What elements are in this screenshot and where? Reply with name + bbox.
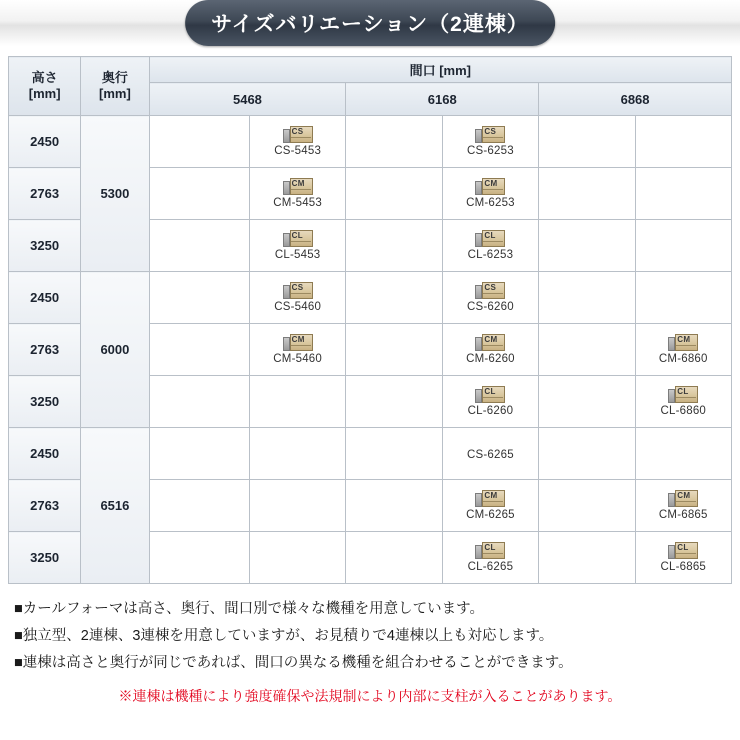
cell-empty bbox=[635, 116, 731, 168]
cell-empty bbox=[539, 324, 635, 376]
table-header-row-1 bbox=[9, 57, 732, 83]
building-icon-code: CM bbox=[677, 335, 691, 344]
cell-height: 2450 bbox=[9, 116, 81, 168]
cell-empty bbox=[539, 376, 635, 428]
building-icon bbox=[668, 386, 698, 403]
cell-model bbox=[635, 324, 731, 376]
cell-empty bbox=[149, 324, 249, 376]
size-table-wrap bbox=[0, 46, 740, 584]
cell-height: 2763 bbox=[9, 168, 81, 220]
cell-model bbox=[249, 116, 345, 168]
cell-empty bbox=[539, 532, 635, 584]
cell-empty bbox=[635, 168, 731, 220]
building-icon-code: CS bbox=[291, 127, 304, 136]
cell-model bbox=[442, 532, 538, 584]
building-icon bbox=[475, 334, 505, 351]
model-label: CL-6253 bbox=[467, 249, 514, 261]
page-banner bbox=[0, 0, 740, 46]
building-icon-code: CS bbox=[291, 283, 304, 292]
building-icon-code: CM bbox=[291, 179, 305, 188]
cell-empty bbox=[249, 480, 345, 532]
cell-model bbox=[442, 428, 538, 480]
header-span-5468: 5468 bbox=[149, 83, 346, 116]
cell-height: 2450 bbox=[9, 428, 81, 480]
model-label: CM-6865 bbox=[658, 509, 708, 521]
building-icon-code: CL bbox=[677, 387, 689, 396]
header-height-line1: 高さ bbox=[31, 69, 58, 85]
cell-depth: 6000 bbox=[81, 272, 149, 428]
warning-text: ※連棟は機種により強度確保や法規制により内部に支柱が入ることがあります。 bbox=[118, 688, 622, 705]
cell-empty bbox=[149, 220, 249, 272]
model-label: CL-5453 bbox=[274, 249, 321, 261]
size-variation-table bbox=[8, 56, 732, 584]
cell-empty bbox=[249, 428, 345, 480]
building-icon-code: CS bbox=[484, 127, 497, 136]
cell-model bbox=[249, 324, 345, 376]
building-icon bbox=[475, 490, 505, 507]
cell-model bbox=[635, 376, 731, 428]
building-icon bbox=[283, 334, 313, 351]
cell-empty bbox=[149, 532, 249, 584]
header-depth-line1: 奥行 bbox=[101, 69, 128, 85]
model-label: CM-5453 bbox=[273, 197, 322, 209]
page-title: サイズバリエーション（2連棟） bbox=[211, 13, 529, 36]
building-icon-code: CL bbox=[484, 543, 496, 552]
cell-empty bbox=[539, 480, 635, 532]
model-label: CS-5453 bbox=[274, 145, 322, 157]
model-label: CM-6260 bbox=[466, 353, 515, 365]
building-icon-code: CM bbox=[291, 335, 305, 344]
cell-model bbox=[442, 116, 538, 168]
cell-empty bbox=[346, 220, 442, 272]
model-label: CM-5460 bbox=[273, 353, 322, 365]
building-icon-code: CL bbox=[291, 231, 303, 240]
header-span-group: 間口 [mm] bbox=[149, 57, 731, 83]
cell-empty bbox=[635, 220, 731, 272]
building-icon-code: CL bbox=[484, 387, 496, 396]
building-icon bbox=[668, 334, 698, 351]
building-icon bbox=[283, 126, 313, 143]
cell-empty bbox=[346, 532, 442, 584]
building-icon bbox=[475, 542, 505, 559]
cell-empty bbox=[149, 116, 249, 168]
model-label: CM-6253 bbox=[466, 197, 515, 209]
building-icon-code: CM bbox=[484, 335, 498, 344]
cell-height: 3250 bbox=[9, 376, 81, 428]
model-label: CM-6265 bbox=[466, 509, 515, 521]
cell-height: 3250 bbox=[9, 220, 81, 272]
model-label: CS-6265 bbox=[467, 448, 514, 461]
cell-model bbox=[442, 480, 538, 532]
cell-height: 2763 bbox=[9, 324, 81, 376]
building-icon bbox=[475, 230, 505, 247]
header-height bbox=[9, 57, 81, 116]
building-icon-code: CL bbox=[484, 231, 496, 240]
cell-model bbox=[442, 324, 538, 376]
cell-model bbox=[442, 220, 538, 272]
model-label: CL-6260 bbox=[467, 405, 514, 417]
building-icon-code: CL bbox=[677, 543, 689, 552]
cell-empty bbox=[149, 168, 249, 220]
building-icon bbox=[668, 490, 698, 507]
building-icon bbox=[475, 386, 505, 403]
cell-height: 3250 bbox=[9, 532, 81, 584]
note-item: ■独立型、2連棟、3連棟を用意していますが、お見積りで4連棟以上も対応します。 bbox=[14, 627, 554, 644]
model-label: CM-6860 bbox=[658, 353, 708, 365]
cell-empty bbox=[149, 376, 249, 428]
cell-empty bbox=[346, 168, 442, 220]
cell-empty bbox=[539, 116, 635, 168]
table-body bbox=[9, 116, 732, 584]
cell-height: 2763 bbox=[9, 480, 81, 532]
cell-empty bbox=[149, 428, 249, 480]
header-height-line2: [mm] bbox=[28, 86, 61, 101]
model-label: CS-6253 bbox=[467, 145, 514, 157]
building-icon bbox=[283, 282, 313, 299]
table-row bbox=[9, 428, 732, 480]
cell-empty bbox=[249, 376, 345, 428]
cell-empty bbox=[635, 428, 731, 480]
note-item: ■連棟は高さと奥行が同じであれば、間口の異なる機種を組合わせることができます。 bbox=[14, 654, 573, 671]
cell-empty bbox=[249, 532, 345, 584]
cell-depth: 6516 bbox=[81, 428, 149, 584]
cell-empty bbox=[346, 428, 442, 480]
header-span-6168: 6168 bbox=[346, 83, 539, 116]
cell-empty bbox=[346, 272, 442, 324]
building-icon bbox=[668, 542, 698, 559]
cell-model bbox=[249, 272, 345, 324]
cell-empty bbox=[539, 168, 635, 220]
model-label: CS-5460 bbox=[274, 301, 322, 313]
building-icon-code: CM bbox=[484, 491, 498, 500]
building-icon-code: CS bbox=[484, 283, 497, 292]
cell-height: 2450 bbox=[9, 272, 81, 324]
cell-empty bbox=[149, 480, 249, 532]
cell-model bbox=[249, 168, 345, 220]
cell-empty bbox=[149, 272, 249, 324]
table-row bbox=[9, 272, 732, 324]
banner-pill bbox=[185, 0, 555, 46]
cell-model bbox=[635, 480, 731, 532]
building-icon bbox=[475, 126, 505, 143]
notes-section bbox=[0, 584, 740, 706]
building-icon bbox=[475, 178, 505, 195]
cell-model bbox=[442, 272, 538, 324]
model-label: CL-6865 bbox=[660, 561, 707, 573]
cell-model bbox=[249, 220, 345, 272]
building-icon bbox=[475, 282, 505, 299]
cell-empty bbox=[539, 428, 635, 480]
note-item: ■カールフォーマは高さ、奥行、間口別で様々な機種を用意しています。 bbox=[14, 601, 485, 617]
header-span-6868: 6868 bbox=[539, 83, 732, 116]
cell-model bbox=[442, 376, 538, 428]
cell-empty bbox=[635, 272, 731, 324]
cell-model bbox=[442, 168, 538, 220]
cell-empty bbox=[346, 480, 442, 532]
building-icon bbox=[283, 230, 313, 247]
model-label: CS-6260 bbox=[467, 301, 514, 313]
building-icon bbox=[283, 178, 313, 195]
header-depth-line2: [mm] bbox=[99, 86, 131, 101]
cell-model bbox=[635, 532, 731, 584]
header-depth bbox=[81, 57, 149, 116]
cell-depth: 5300 bbox=[81, 116, 149, 272]
model-label: CL-6265 bbox=[467, 561, 514, 573]
cell-empty bbox=[346, 324, 442, 376]
cell-empty bbox=[539, 272, 635, 324]
cell-empty bbox=[539, 220, 635, 272]
building-icon-code: CM bbox=[677, 491, 691, 500]
cell-empty bbox=[346, 116, 442, 168]
building-icon-code: CM bbox=[484, 179, 498, 188]
cell-empty bbox=[346, 376, 442, 428]
model-label: CL-6860 bbox=[660, 405, 707, 417]
table-row bbox=[9, 116, 732, 168]
